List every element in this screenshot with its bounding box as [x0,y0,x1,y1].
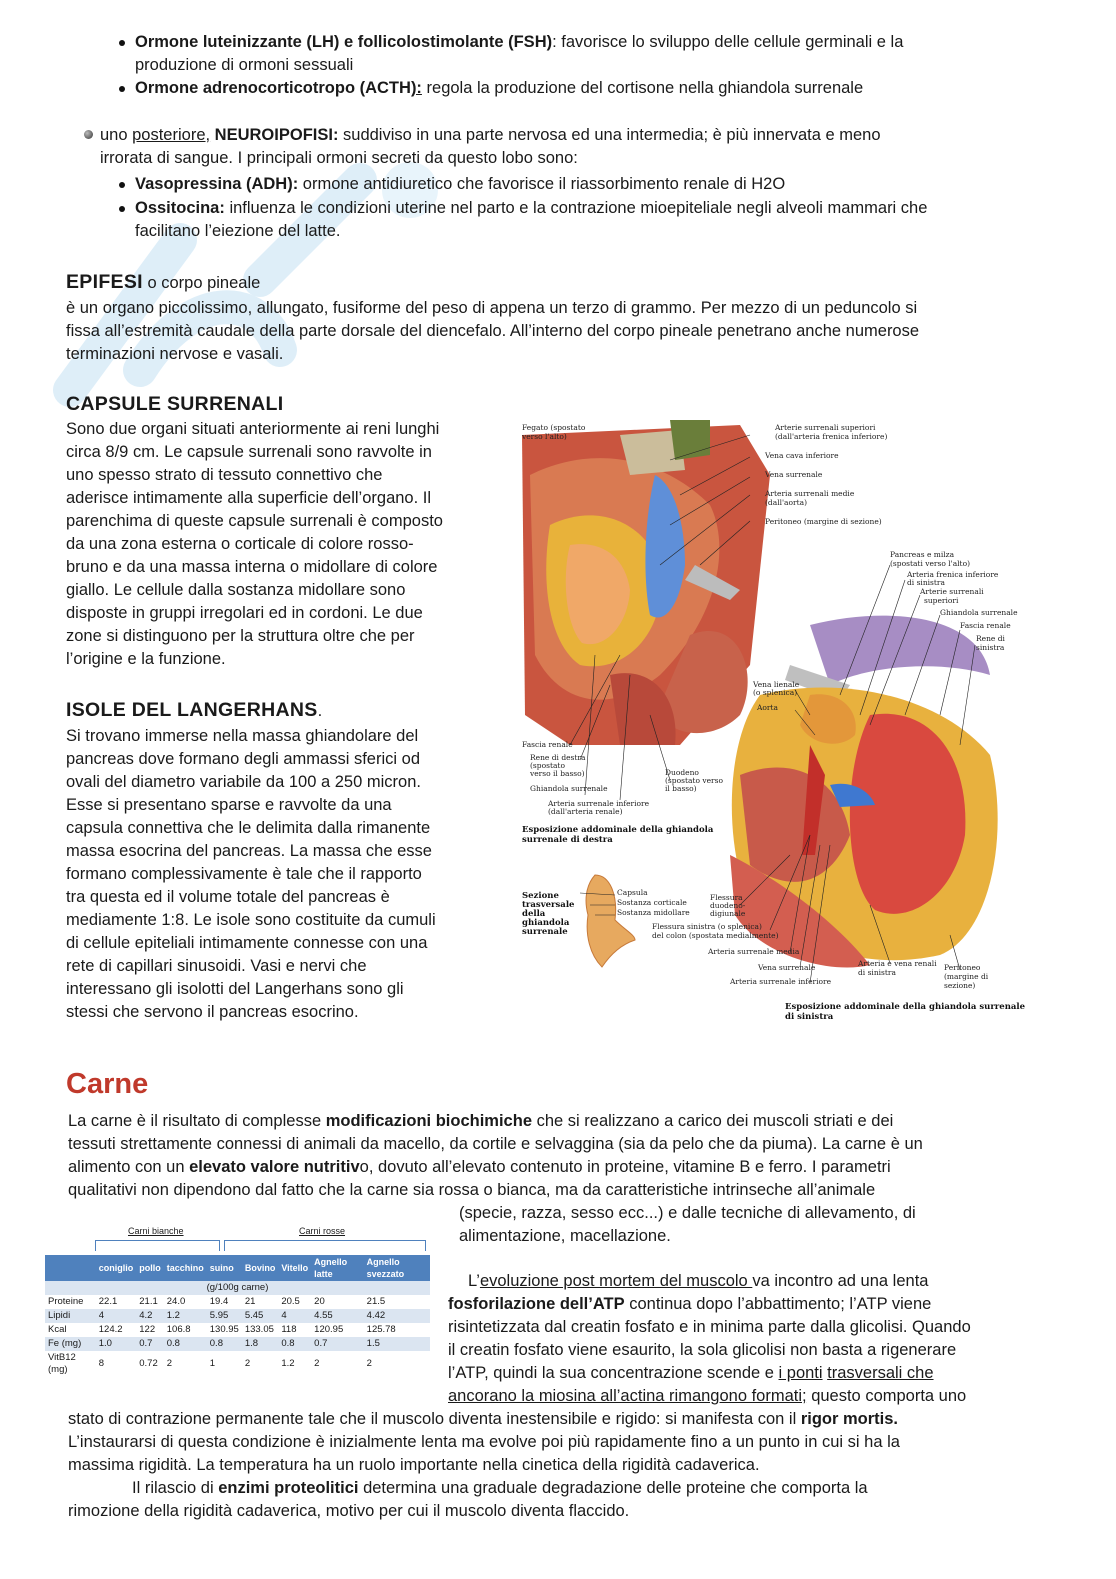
adrenal-anatomy-figure [510,415,1025,1025]
bullet-bold: Ormone luteinizzante (LH) e follicolostimolante (FSH) [135,33,553,51]
right-adrenal-illustration [522,420,770,745]
bullet-acth [135,77,1055,100]
bullet-ossitocina [135,197,1055,243]
table-cell: 4 [96,1309,137,1323]
figure-caption: Esposizione addominale della ghiandola surrenale [785,1002,1025,1012]
figure-label: verso il basso) [530,769,585,778]
table-cell: Lipidi [45,1309,96,1323]
figure-label: superiori [924,596,959,605]
figure-label: Arteria surrenale inferiore [730,977,832,986]
text-line: rete di capillari sinusoidi. Vasi e nervi che [66,957,367,975]
text-line: risintetizzata dal creatin fosfato e in minima parte dalla glicolisi. Quando [448,1318,971,1336]
figure-label: sinistra [976,643,1005,652]
text-line: disposte in gruppi irregolari ed in cordoni. Le due [66,604,423,622]
table-cell: 24.0 [164,1295,207,1309]
text-line: fissa all’estremità caudale della parte dorsale del diencefalo. All’interno del corpo pineale penetrano anche numerose [66,322,920,340]
table-cell: 2 [311,1351,363,1377]
figure-label: di sinistra [907,578,945,587]
table-cell: 133.05 [242,1323,279,1337]
group-label-white-meat: Carni bianche [128,1226,184,1236]
figure-label: Fascia renale [960,621,1011,630]
carne-paragraph-2 [448,1270,1048,1408]
figure-caption: della [522,909,546,919]
meat-nutrition-table [45,1255,430,1377]
figure-label: Fascia renale [522,740,573,749]
bullet-bold-underlined: ): [410,79,422,97]
figure-label: Arterie surrenali [920,587,984,596]
table-cell: 0.72 [136,1351,164,1377]
figure-label: Vena surrenale [765,470,823,479]
column-header: suino [207,1255,242,1281]
text-line: Il rilascio di enzimi proteolitici determina una graduale degradazione delle proteine che comporta la [132,1479,868,1497]
table-cell: 19.4 [207,1295,242,1309]
figure-label: Sostanza midollare [617,908,690,917]
figure-caption: surrenale [522,927,568,937]
text-line: parenchima di queste capsule surrenali è composto [66,512,443,530]
text-line: Sono due organi situati anteriormente ai reni lunghi [66,420,440,438]
text-line: L’evoluzione post mortem del muscolo va incontro ad una lenta [468,1272,929,1290]
epifesi-heading [66,271,260,295]
figure-label: digiunale [710,909,746,918]
text-line: aderisce intimamente alla superficie dell’organo. Il [66,489,432,507]
table-cell: Proteine [45,1295,96,1309]
figure-label: Arteria surrenali medie [765,489,855,498]
figure-label: Rene di destra [530,753,586,762]
epifesi-paragraph [66,297,1056,366]
unit-cell: (g/100g carne) [45,1281,430,1295]
bullet-bold: Ossitocina: [135,199,225,217]
isole-paragraph [66,725,506,1024]
figure-label: Arteria frenica inferiore [907,570,999,579]
figure-label: Peritoneo [944,963,981,972]
table-cell: 0.8 [278,1337,311,1351]
figure-label: (spostati verso l'alto) [890,559,971,568]
table-unit-row [45,1281,430,1295]
figure-caption: Sezione [522,891,559,901]
figure-label: il basso) [665,784,697,793]
figure-label: Arteria surrenale media [708,947,800,956]
figure-label: Vena surrenale [758,963,816,972]
carne-paragraph-2-cont [68,1408,1058,1523]
text-line: uno spesso strato di tessuto connettivo che [66,466,383,484]
column-header: Bovino [242,1255,279,1281]
section-title: ISOLE DEL LANGERHANS [66,699,318,721]
text-line: alimento con un elevato valore nutritivo, dovuto all’elevato contenuto in proteine, vitamine B e ferro. I parametri [68,1158,891,1176]
figure-label: Arteria surrenale inferiore [548,799,650,808]
table-cell: Fe (mg) [45,1337,96,1351]
text-line: L’instaurarsi di questa condizione è inizialmente lenta ma evolve poi più rapidamente fino a un punto in cui si ha la [68,1433,900,1451]
table-cell: 20.5 [278,1295,311,1309]
text-line2: irrorata di sangue. I principali ormoni secreti da questo lobo sono: [100,149,578,167]
text-bold: NEUROIPOFISI: [210,126,339,144]
text-line: La carne è il risultato di complesse modificazioni biochimiche che si realizzano a carico dei muscoli striati e dei [68,1112,894,1130]
column-header: Agnello svezzato [364,1255,430,1281]
group-bracket [95,1240,220,1251]
text-line: pancreas dove formano degli ammassi sferici od [66,750,421,768]
table-cell: 106.8 [164,1323,207,1337]
text-line: il creatin fosfato viene esaurito, la sola glicolisi non basta a rigenerare [448,1341,957,1359]
figure-caption: di sinistra [785,1012,834,1022]
table-cell: 1.8 [242,1337,279,1351]
text-line: di cellule epiteliali intimamente connesse con una [66,934,428,952]
text-line: Esse si presentano sparse e ravvolte da una [66,796,392,814]
table-cell: 0.8 [164,1337,207,1351]
table-cell: 1.2 [164,1309,207,1323]
figure-label: Capsula [617,888,648,897]
text-line: capsula connettiva che le delimita dalla rimanente [66,819,431,837]
bullet-lh-fsh [135,31,1055,77]
table-row [45,1337,430,1351]
capsule-heading: CAPSULE SURRENALI [66,393,284,415]
text-line: bruno e da una massa interna o midollare di colore [66,558,438,576]
figure-label: Vena lienale [753,680,800,689]
text-line: interessano gli isolotti del Langerhans sono gli [66,980,404,998]
figure-label: Ghiandola surrenale [940,608,1018,617]
table-cell: 2 [364,1351,430,1377]
table-row [45,1351,430,1377]
text-line: qualitativi non dipendono dal fatto che la carne sia rossa o bianca, ma da caratteristiche intrinseche all’animale [68,1181,876,1199]
text: suddiviso in una parte nervosa ed una intermedia; è più innervata e meno [338,126,881,144]
text-line: massa esocrina del pancreas. La massa che esse [66,842,432,860]
bullet-dot [119,206,125,212]
table-cell: 5.95 [207,1309,242,1323]
column-header: tacchino [164,1255,207,1281]
column-header: pollo [136,1255,164,1281]
table-cell: 118 [278,1323,311,1337]
table-cell: 124.2 [96,1323,137,1337]
figure-label: Aorta [757,703,779,712]
figure-caption: Esposizione addominale della ghiandola [522,825,714,835]
figure-caption: trasversale [522,900,575,910]
text-line: formano complessivamente è tale che il rapporto [66,865,422,883]
table-cell: 5.45 [242,1309,279,1323]
figure-label: Peritoneo (margine di sezione) [765,517,882,526]
table-cell: 125.78 [364,1323,430,1337]
carne-paragraph-1 [68,1110,1058,1202]
bullet-vasopressina [135,173,1055,196]
figure-label: (margine di [944,972,989,981]
text-line: rimozione della rigidità cadaverica, motivo per cui il muscolo diventa flaccido. [68,1502,630,1520]
figure-label: (spostato verso [665,776,723,785]
text-line: l’ATP, quindi la sua concentrazione scende e i ponti trasversali che [448,1364,934,1382]
text-line: è un organo piccolissimo, allungato, fusiforme del peso di appena un terzo di grammo. Per mezzo di un peduncolo si [66,299,918,317]
bullet-text: : favorisce lo sviluppo delle cellule germinali e la [552,33,904,51]
figure-label: Fegato (spostato [522,423,586,432]
figure-caption: surrenale di destra [522,835,613,845]
table-row [45,1309,430,1323]
table-cell: 0.7 [311,1337,363,1351]
column-header: coniglio [96,1255,137,1281]
section-subtitle: o corpo pineale [142,274,261,292]
table-cell: 21 [242,1295,279,1309]
text-line: tra questa ed il volume totale del pancreas è [66,888,390,906]
table-cell: 2 [242,1351,279,1377]
bullet-text-line2: facilitano l’eiezione del latte. [135,222,341,240]
figure-label: verso l'alto) [522,432,567,441]
table-cell: 130.95 [207,1323,242,1337]
text-line: stessi che servono il pancreas esocrino. [66,1003,359,1021]
table-cell: VitB12 (mg) [45,1351,96,1377]
text-line: zone si distinguono per la struttura oltre che per [66,627,415,645]
text-line: terminazioni nervose e vasali. [66,345,284,363]
figure-label: duodeno- [710,901,746,910]
figure-label: (spostato [530,761,565,770]
figure-label: Vena cava inferiore [765,451,839,460]
carne-heading: Carne [66,1068,149,1100]
text-line: stato di contrazione permanente tale che il muscolo diventa inestensibile e rigido: si manifesta con il rigor mortis. [68,1410,899,1428]
table-row [45,1295,430,1309]
text-line: (specie, razza, sesso ecc...) e dalle tecniche di allevamento, di [459,1204,916,1222]
figure-label: Ghiandola surrenale [530,784,608,793]
group-label-red-meat: Carni rosse [299,1226,346,1236]
table-cell: 22.1 [96,1295,137,1309]
figure-label: (dall'arteria renale) [548,807,623,816]
table-cell: 0.7 [136,1337,164,1351]
text-line: ovali del diametro variabile da 100 a 250 micron. [66,773,421,791]
column-header [45,1255,96,1281]
table-header-row [45,1255,430,1281]
table-cell: 21.1 [136,1295,164,1309]
table-cell: 1.0 [96,1337,137,1351]
text-line: da una zona esterna o corticale di colore rosso- [66,535,414,553]
bullet-text: ormone antidiuretico che favorisce il riassorbimento renale di H2O [298,175,786,193]
bullet-text: regola la produzione del cortisone nella ghiandola surrenale [421,79,864,97]
figure-label: Sostanza corticale [617,898,687,907]
text-underlined: posteriore, [132,126,211,144]
table-cell: 120.95 [311,1323,363,1337]
carne-paragraph-1-cont [459,1202,1049,1248]
figure-label: Flessura [710,893,743,902]
bullet-dot [119,86,125,92]
table-cell: 0.8 [207,1337,242,1351]
table-cell: 4 [278,1309,311,1323]
bullet-bold: Ormone adrenocorticotropo (ACTH [135,79,411,97]
table-cell: 8 [96,1351,137,1377]
table-cell: 1.5 [364,1337,430,1351]
isole-heading [66,699,322,723]
text-line: Si trovano immerse nella massa ghiandolare del [66,727,419,745]
text-line: l’origine e la funzione. [66,650,226,668]
table-row [45,1323,430,1337]
figure-label: Duodeno [665,768,699,777]
text-line: circa 8/9 cm. Le capsule surrenali sono ravvolte in [66,443,432,461]
group-bracket [224,1240,426,1251]
neuroipofisi-paragraph [100,124,1060,170]
figure-label: (o splenica) [753,688,798,697]
text-line: giallo. Le cellule dalla sostanza midollare sono [66,581,406,599]
figure-label: Flessura sinistra (o splenica) [652,922,762,931]
figure-label: Arterie surrenali superiori [775,423,876,432]
text-line: mediamente 1:8. Le isole sono costituite da cumuli [66,911,436,929]
figure-label: di sinistra [858,968,896,977]
table-cell: 122 [136,1323,164,1337]
section-title-dot: . [317,702,323,720]
figure-label: Arteria e vena renali [858,959,937,968]
bullet-bold: Vasopressina (ADH): [135,175,299,193]
bullet-dot [119,182,125,188]
bullet-dot [119,40,125,46]
capsule-paragraph [66,418,506,671]
figure-caption: ghiandola [522,918,570,928]
table-cell: 4.42 [364,1309,430,1323]
figure-label: Rene di [976,634,1005,643]
figure-label: (dall'aorta) [765,498,808,507]
bullet-text-line2: produzione di ormoni sessuali [135,56,354,74]
table-cell: 4.55 [311,1309,363,1323]
figure-label: Pancreas e milza [890,550,955,559]
table-cell: 1 [207,1351,242,1377]
table-cell: 4.2 [136,1309,164,1323]
section-title: EPIFESI [66,271,143,293]
figure-label: sezione) [944,981,976,990]
table-cell: 20 [311,1295,363,1309]
table-cell: 21.5 [364,1295,430,1309]
text-line: tessuti strettamente connessi di animali da macello, da cortile e selvaggina (sia da pelo che da piuma). La carne è un [68,1135,923,1153]
table-cell: Kcal [45,1323,96,1337]
column-header: Vitello [278,1255,311,1281]
bullet-text: influenza le condizioni uterine nel parto e la contrazione mioepiteliale negli alveoli mammari che [224,199,928,217]
text-line: ancorano la miosina all’actina rimangono formati; questo comporta uno [448,1387,967,1405]
figure-label: (dall'arteria frenica inferiore) [775,432,888,441]
column-header: Agnello latte [311,1255,363,1281]
round-bullet-icon [84,130,93,139]
figure-label: del colon (spostata medialmente) [652,931,779,940]
table-cell: 1.2 [278,1351,311,1377]
text: uno [100,126,133,144]
text-line: fosforilazione dell’ATP continua dopo l’abbattimento; l’ATP viene [448,1295,932,1313]
table-cell: 2 [164,1351,207,1377]
text-line: massima rigidità. La temperatura ha un ruolo importante nella cinetica della rigidità cadaverica. [68,1456,760,1474]
text-line: alimentazione, macellazione. [459,1227,671,1245]
